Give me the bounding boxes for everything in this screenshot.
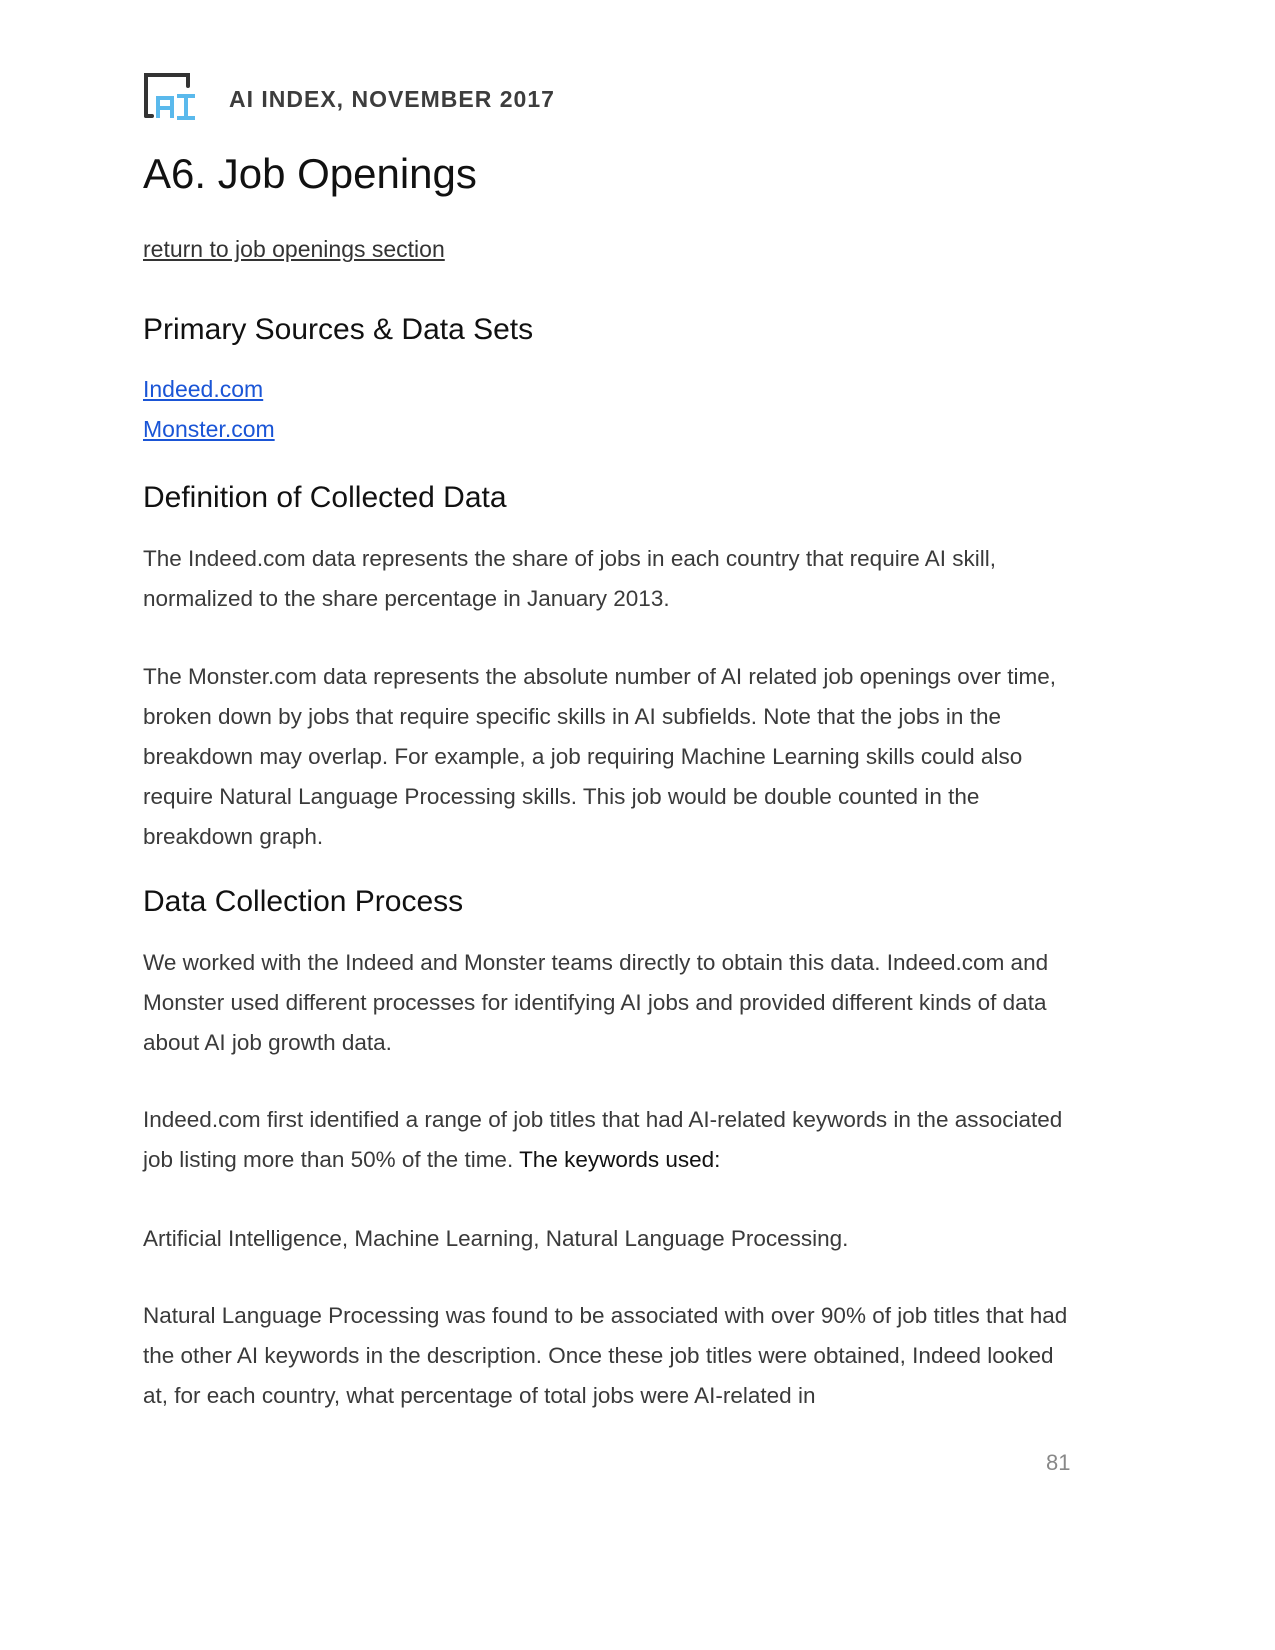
definition-paragraph-1: The Indeed.com data represents the share of jobs in each country that require AI skill, normalized to the share percentage in January 2013.: [143, 546, 996, 611]
keywords-list: Artificial Intelligence, Machine Learning, Natural Language Processing.: [143, 1226, 849, 1251]
indeed-link[interactable]: Indeed.com: [143, 376, 264, 402]
return-link[interactable]: return to job openings section: [143, 236, 445, 262]
process-paragraph-1: We worked with the Indeed and Monster teams directly to obtain this data. Indeed.com and Monster used different processes for identifying AI jobs and provided different kinds of data about AI job growth data.: [143, 950, 1049, 1055]
monster-link[interactable]: Monster.com: [143, 416, 275, 442]
definition-paragraph-2: The Monster.com data represents the absolute number of AI related job openings over time, broken down by jobs that require specific skills in AI subfields. Note that the jobs in the breakdown may overlap. For example, a job requiring Machine Learning skills could also require Natural Language Processing skills. This job would be double counted in the breakdown graph.: [143, 664, 1057, 849]
header: [143, 72, 555, 120]
process-paragraph-3: Natural Language Processing was found to be associated with over 90% of job titles that had the other AI keywords in the description. Once these job titles were obtained, Indeed looked at, for each country, what percentage of total jobs were AI-related in: [143, 1303, 1068, 1408]
header-title: AI INDEX, NOVEMBER 2017: [229, 85, 555, 112]
ai-index-logo: [143, 72, 197, 120]
page-title: A6. Job Openings: [143, 150, 477, 197]
process-heading: Data Collection Process: [143, 885, 464, 918]
definition-heading: Definition of Collected Data: [143, 481, 507, 514]
keywords-label: The keywords used:: [519, 1147, 721, 1172]
sources-heading: Primary Sources & Data Sets: [143, 313, 534, 346]
process-paragraph-2-text: Indeed.com first identified a range of job titles that had AI-related keywords in the associated job listing more than 50% of the time.: [143, 1107, 1063, 1172]
page-number: 81: [1046, 1450, 1071, 1475]
process-paragraph-2: [143, 1100, 1078, 1180]
